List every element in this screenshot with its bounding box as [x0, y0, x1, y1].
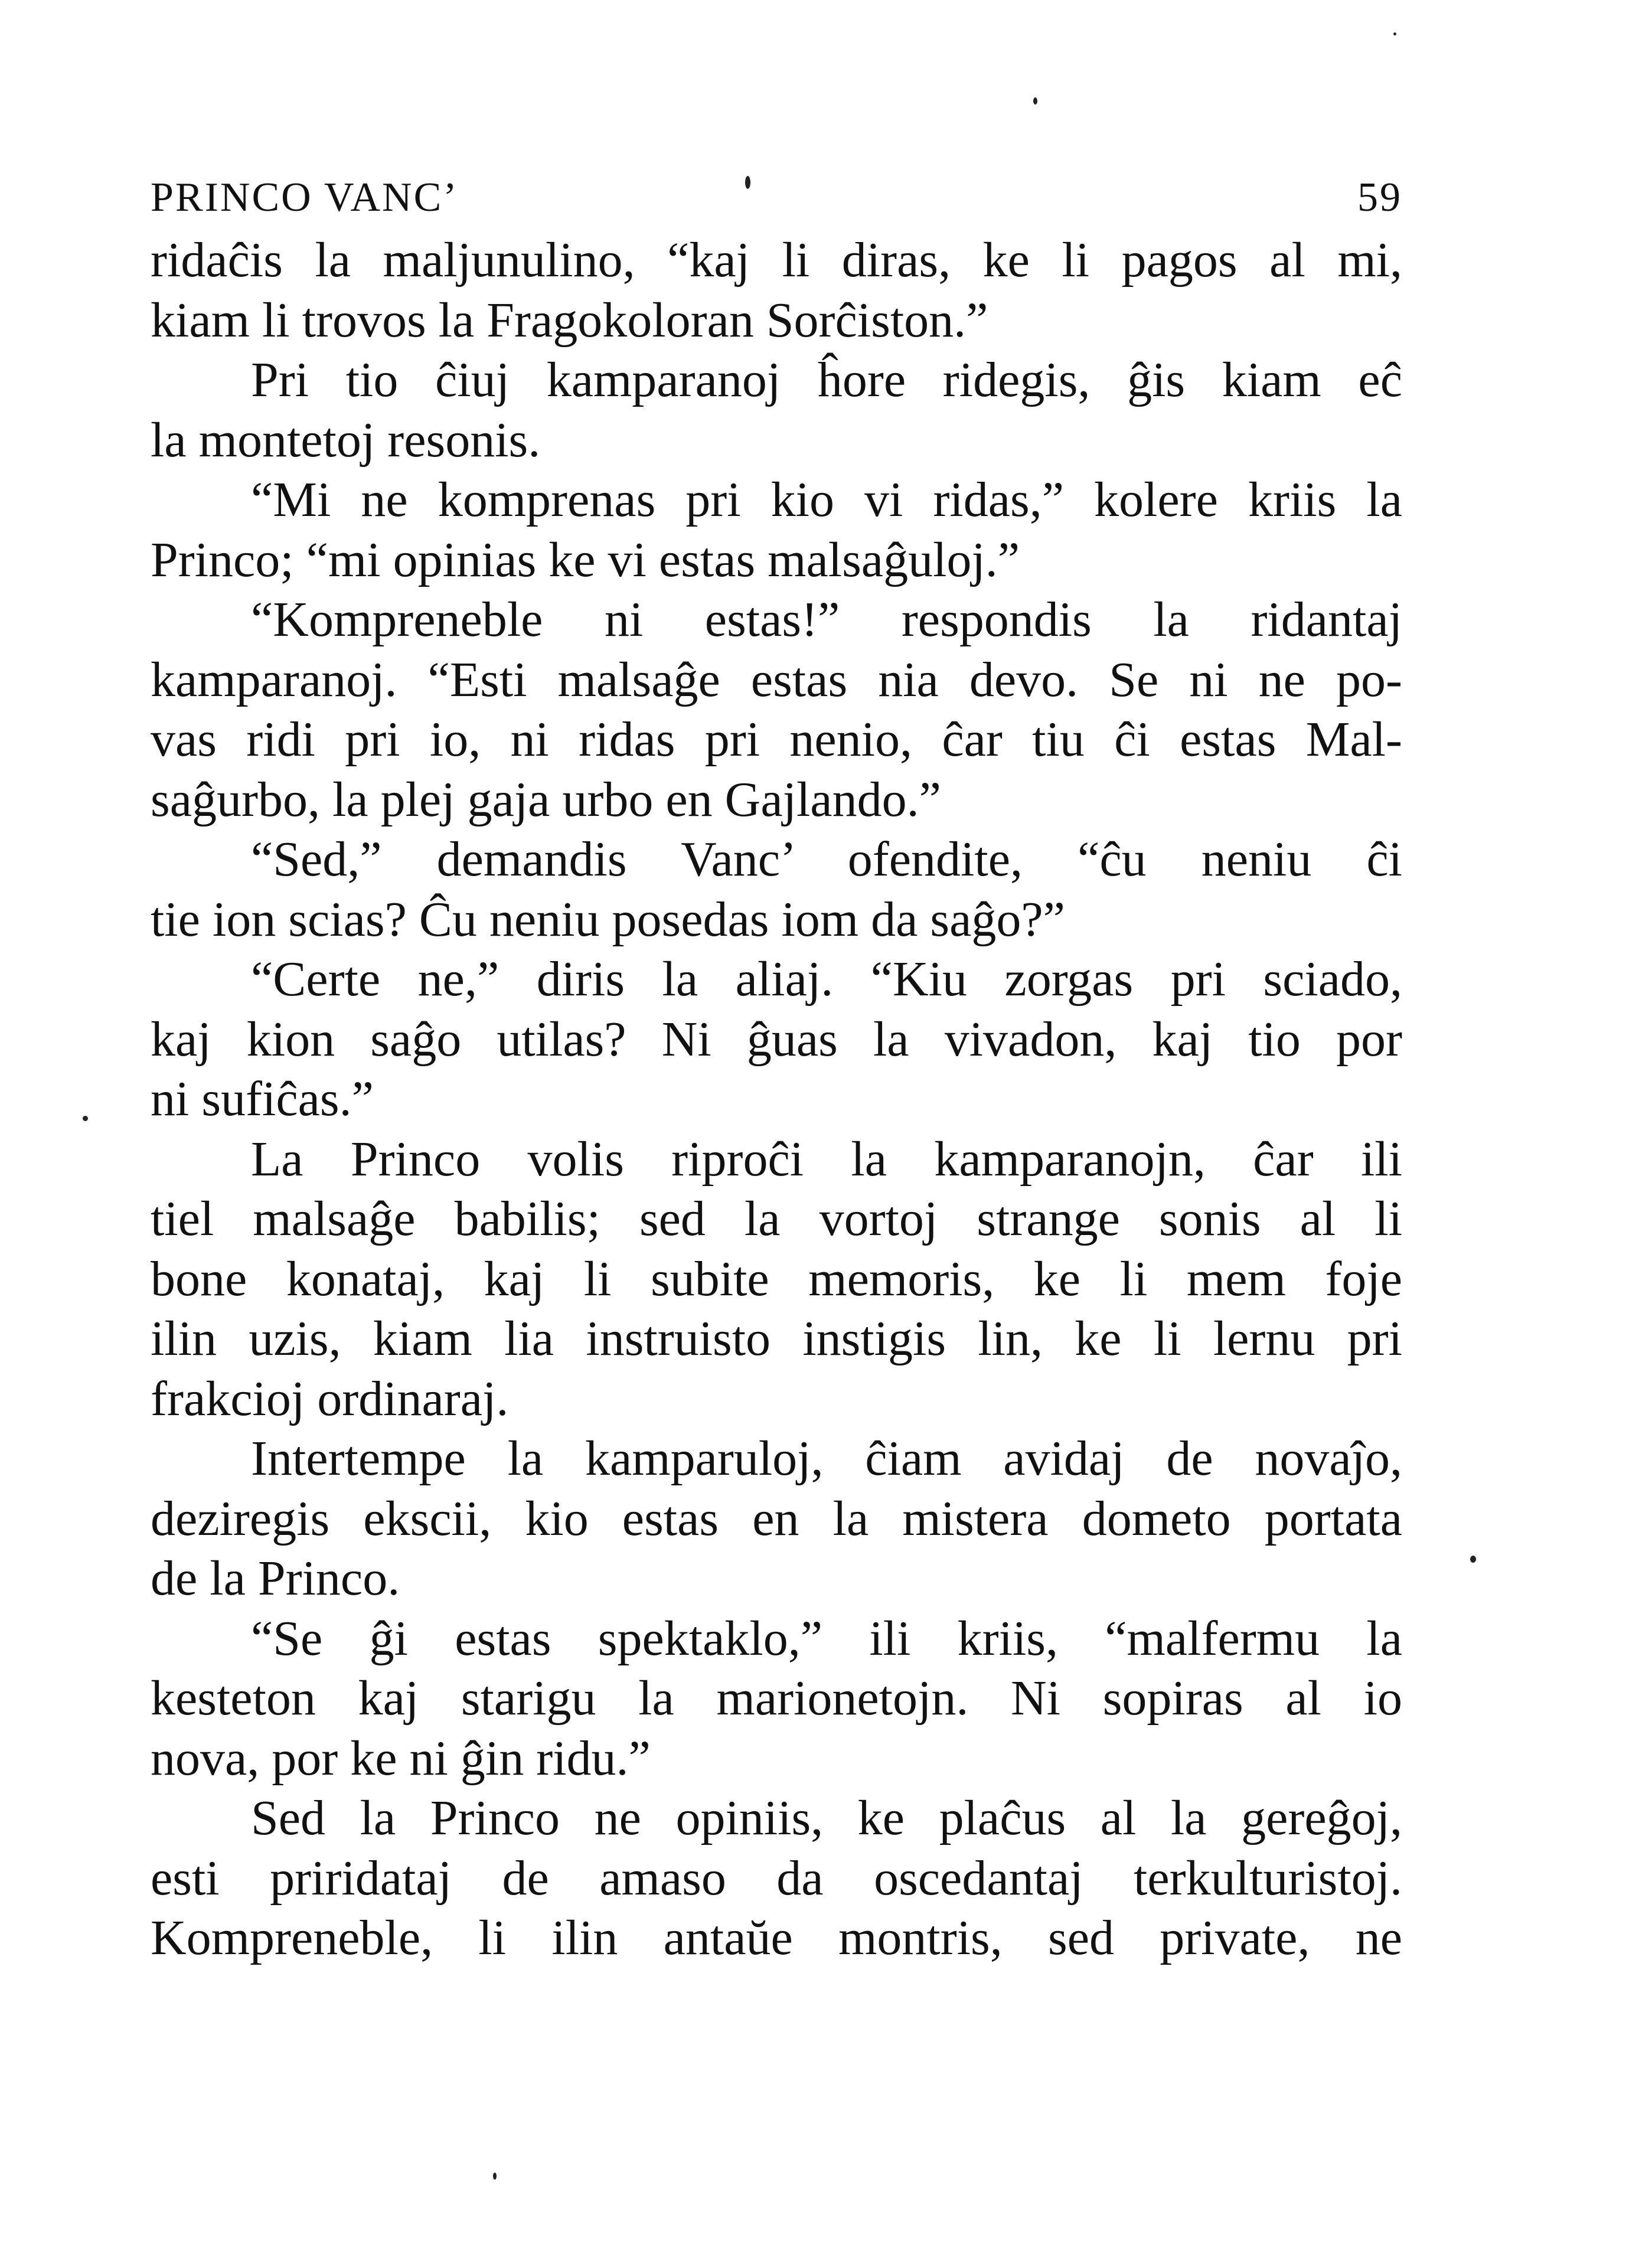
running-header	[151, 171, 1402, 224]
text-line: Intertempe la kamparuloj, ĉiam avidaj de novaĵo,	[251, 1431, 1402, 1486]
text-line: “Sed,” demandis Vanc’ ofendite, “ĉu neniu ĉi	[251, 832, 1402, 887]
text-line: ridaĉis la maljunulino, “kaj li diras, ke li pagos al mi,	[151, 233, 1402, 288]
text-line: “Certe ne,” diris la aliaj. “Kiu zorgas pri sciado,	[251, 952, 1402, 1007]
text-line: kaj kion saĝo utilas? Ni ĝuas la vivadon, kaj tio por	[151, 1011, 1402, 1067]
text-line: Sed la Princo ne opiniis, ke plaĉus al la gereĝoj,	[251, 1791, 1402, 1845]
text-line: ilin uzis, kiam lia instruisto instigis lin, ke li lernu pri	[151, 1311, 1402, 1366]
text-line: kiam li trovos la Fragokoloran Sorĉiston.”	[151, 292, 988, 348]
text-line: bone konataj, kaj li subite memoris, ke li mem foje	[151, 1251, 1402, 1306]
scan-speck	[1393, 32, 1396, 35]
page-number: 59	[1357, 175, 1402, 220]
text-line: Pri tio ĉiuj kamparanoj ĥore ridegis, ĝis kiam eĉ	[251, 352, 1402, 407]
text-line: kesteton kaj starigu la marionetojn. Ni sopiras al io	[151, 1671, 1402, 1726]
text-line: La Princo volis riproĉi la kamparanojn, ĉar ili	[251, 1131, 1402, 1187]
text-line: Kompreneble, li ilin antaŭe montris, sed private, ne	[151, 1910, 1402, 1965]
text-line: frakcioj ordinaraj.	[151, 1371, 509, 1426]
scan-speck	[493, 2173, 497, 2180]
scan-speck	[1470, 1556, 1476, 1563]
text-line: kamparanoj. “Esti malsaĝe estas nia devo. Se ni ne po-	[151, 652, 1402, 707]
text-line: nova, por ke ni ĝin ridu.”	[151, 1730, 651, 1786]
text-line: saĝurbo, la plej gaja urbo en Gajlando.”	[151, 772, 941, 827]
running-title: PRINCO VANC’	[151, 175, 459, 220]
text-line: “Mi ne komprenas pri kio vi ridas,” kolere kriis la	[251, 472, 1402, 527]
text-line: ni sufiĉas.”	[151, 1072, 374, 1126]
text-line: la montetoj resonis.	[151, 412, 541, 468]
text-line: tie ion scias? Ĉu neniu posedas iom da saĝo?”	[151, 891, 1065, 947]
text-line: esti priridataj de amaso da oscedantaj terkulturistoj.	[151, 1850, 1402, 1906]
scan-speck	[745, 176, 750, 189]
text-line: vas ridi pri io, ni ridas pri nenio, ĉar tiu ĉi estas Mal-	[151, 712, 1402, 767]
text-line: tiel malsaĝe babilis; sed la vortoj strange sonis al li	[151, 1191, 1402, 1246]
text-line: “Kompreneble ni estas!” respondis la ridantaj	[251, 592, 1402, 647]
scan-speck	[83, 1116, 88, 1121]
scan-speck	[1033, 97, 1037, 104]
text-line: Princo; “mi opinias ke vi estas malsaĝuloj.”	[151, 532, 1020, 587]
body-text	[151, 230, 1402, 1968]
text-line: de la Princo.	[151, 1551, 400, 1606]
text-line: “Se ĝi estas spektaklo,” ili kriis, “malfermu la	[251, 1611, 1402, 1666]
text-line: deziregis ekscii, kio estas en la mistera dometo portata	[151, 1491, 1402, 1546]
